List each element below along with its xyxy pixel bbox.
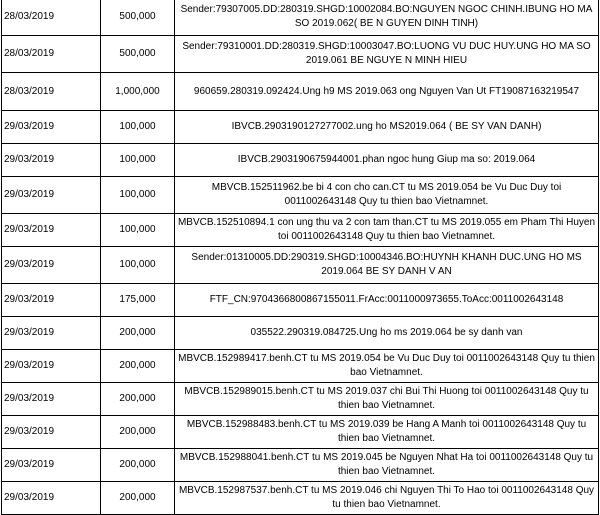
table-row <box>2 73 599 111</box>
table-row <box>2 36 599 73</box>
table-row <box>2 111 599 144</box>
table-row <box>2 350 599 383</box>
amount-cell: 500,000 <box>101 36 175 73</box>
date-cell: 28/03/2019 <box>2 0 101 36</box>
date-cell: 28/03/2019 <box>2 73 101 111</box>
description-cell: Sender:79310001.DD:280319.SHGD:10003047.BO:LUONG VU DUC HUY.UNG HO MA SO 2019.061 BE NGUYE N MINH HIEU <box>175 36 599 73</box>
date-cell: 29/03/2019 <box>2 144 101 177</box>
date-cell: 29/03/2019 <box>2 449 101 482</box>
amount-cell: 100,000 <box>101 177 175 214</box>
description-cell: MBVCB.152989417.benh.CT tu MS 2019.054 be Vu Duc Duy toi 0011002643148 Quy tu thien bao Vietnamnet. <box>175 350 599 383</box>
table-row <box>2 482 599 515</box>
table-row <box>2 0 599 36</box>
date-cell: 29/03/2019 <box>2 482 101 515</box>
date-cell: 29/03/2019 <box>2 177 101 214</box>
transaction-table <box>1 0 599 515</box>
table-row <box>2 144 599 177</box>
amount-cell: 200,000 <box>101 416 175 449</box>
table-row <box>2 416 599 449</box>
amount-cell: 200,000 <box>101 449 175 482</box>
description-cell: MBVCB.152987537.benh.CT tu MS 2019.046 chi Nguyen Thi To Hao toi 0011002643148 Quy tu thien bao Vietnamnet. <box>175 482 599 515</box>
amount-cell: 200,000 <box>101 482 175 515</box>
description-cell: MBVCB.152988483.benh.CT tu MS 2019.039 be Hang A Manh toi 0011002643148 Quy tu thien bao Vietnamnet. <box>175 416 599 449</box>
table-row <box>2 317 599 350</box>
amount-cell: 100,000 <box>101 247 175 284</box>
table-row <box>2 284 599 317</box>
description-cell: Sender:79307005.DD:280319.SHGD:10002084.BO:NGUYEN NGOC CHINH.IBUNG HO MA SO 2019.062( BE N GUYEN DINH TINH) <box>175 0 599 36</box>
date-cell: 29/03/2019 <box>2 317 101 350</box>
amount-cell: 100,000 <box>101 214 175 247</box>
date-cell: 29/03/2019 <box>2 214 101 247</box>
description-cell: MBVCB.152989015.benh.CT tu MS 2019.037 chi Bui Thi Huong toi 0011002643148 Quy tu thien bao Vietnamnet. <box>175 383 599 416</box>
description-cell: FTF_CN:9704366800867155011.FrAcc:0011000973655.ToAcc:0011002643148 <box>175 284 599 317</box>
date-cell: 29/03/2019 <box>2 284 101 317</box>
description-cell: Sender:01310005.DD:290319.SHGD:10004346.BO:HUYNH KHANH DUC.UNG HO MS 2019.064 BE SY DANH V AN <box>175 247 599 284</box>
date-cell: 29/03/2019 <box>2 111 101 144</box>
description-cell: MBVCB.152511962.be bi 4 con cho can.CT tu MS 2019.054 be Vu Duc Duy toi 0011002643148 Quy tu thien bao Vietnamnet. <box>175 177 599 214</box>
description-cell: IBVCB.2903190675944001.phan ngoc hung Giup ma so: 2019.064 <box>175 144 599 177</box>
amount-cell: 175,000 <box>101 284 175 317</box>
amount-cell: 200,000 <box>101 317 175 350</box>
description-cell: 035522.290319.084725.Ung ho ms 2019.064 be sy danh van <box>175 317 599 350</box>
description-cell: MBVCB.152510894.1 con ung thu va 2 con tam than.CT tu MS 2019.055 em Pham Thi Huyen toi 0011002643148 Quy tu thien bao Vietnamnet. <box>175 214 599 247</box>
description-cell: IBVCB.2903190127277002.ung ho MS2019.064 ( BE SY VAN DANH) <box>175 111 599 144</box>
table-row <box>2 383 599 416</box>
table-row <box>2 247 599 284</box>
amount-cell: 100,000 <box>101 111 175 144</box>
description-cell: 960659.280319.092424.Ung h9 MS 2019.063 ong Nguyen Van Ut FT19087163219547 <box>175 73 599 111</box>
amount-cell: 200,000 <box>101 383 175 416</box>
amount-cell: 1,000,000 <box>101 73 175 111</box>
amount-cell: 200,000 <box>101 350 175 383</box>
table-row <box>2 214 599 247</box>
table-row <box>2 177 599 214</box>
date-cell: 29/03/2019 <box>2 247 101 284</box>
table-row <box>2 449 599 482</box>
amount-cell: 100,000 <box>101 144 175 177</box>
date-cell: 29/03/2019 <box>2 383 101 416</box>
date-cell: 29/03/2019 <box>2 416 101 449</box>
amount-cell: 500,000 <box>101 0 175 36</box>
date-cell: 29/03/2019 <box>2 350 101 383</box>
description-cell: MBVCB.152988041.benh.CT tu MS 2019.045 be Nguyen Nhat Ha toi 0011002643148 Quy tu thien bao Vietnamnet. <box>175 449 599 482</box>
date-cell: 28/03/2019 <box>2 36 101 73</box>
